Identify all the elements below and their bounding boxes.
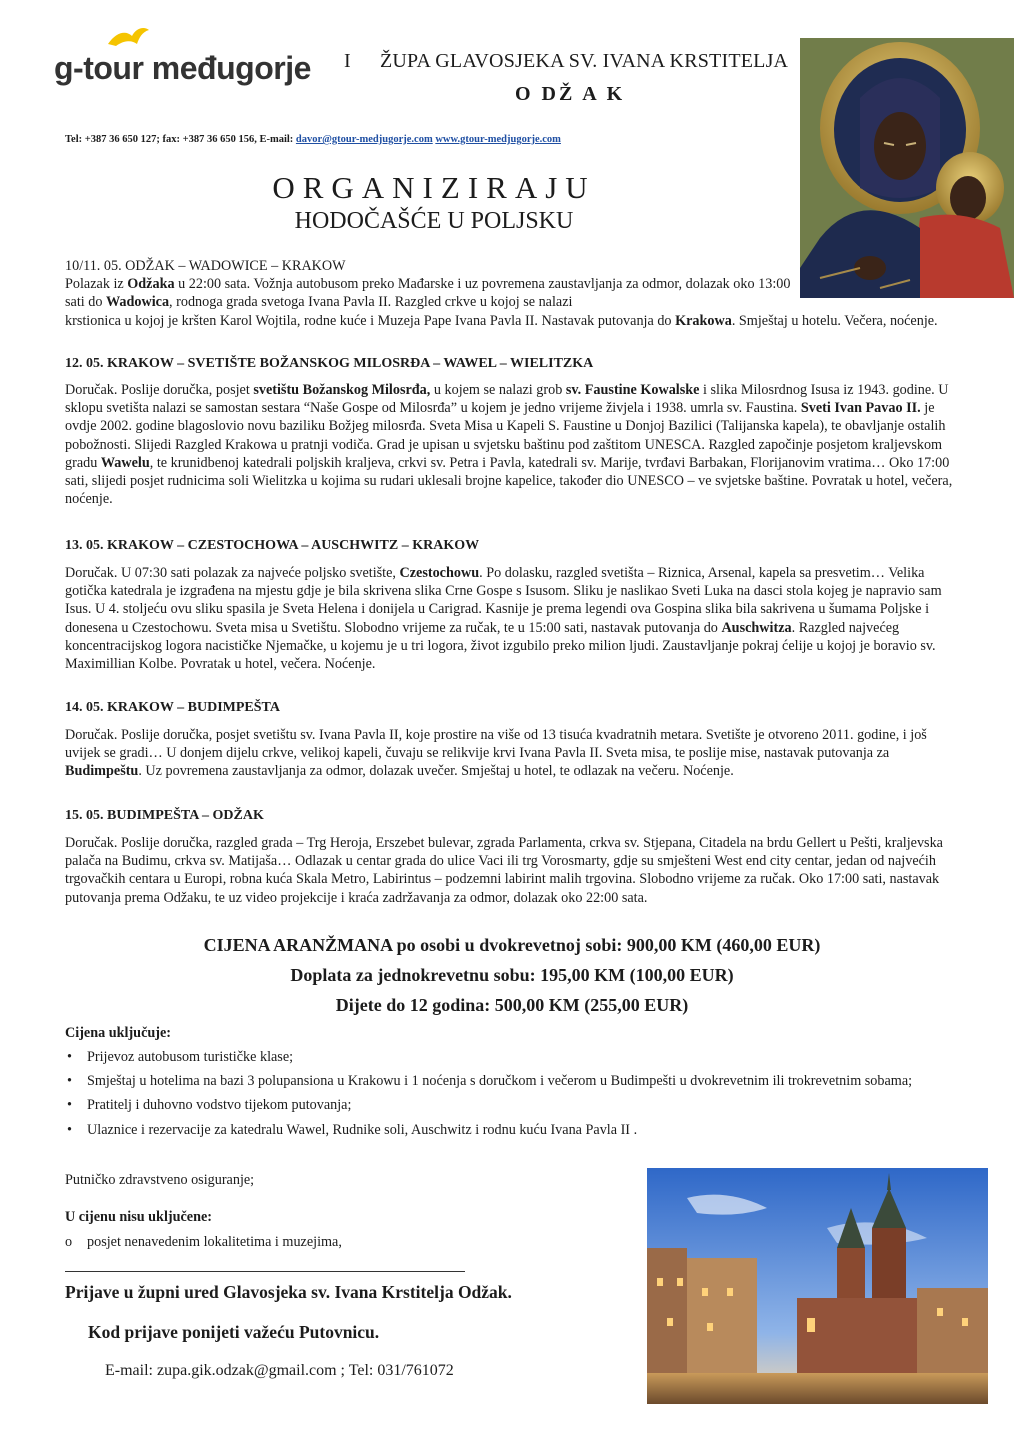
price-single-supplement: Doplata za jednokrevetnu sobu: 195,00 KM (100,00 EUR): [290, 965, 734, 985]
passport-note: Kod prijave ponijeti važeću Putovnicu.: [88, 1322, 380, 1342]
day5-text: Doručak. Poslije doručka, razgled grada – Trg Heroja, Erszebet bulevar, zgrada Parlamenta, crkva sv. Stjepana, Citadela na brdu Gellert u Pešti, kraljevska palača na Budimu, crkva sv. Matijaša… Odlazak u centar grada do ulice Vaci ili trg Vorosmarty, gdje su smješteni West end city centar, jedan od najvećih trgovačkih centara u Europi, robna kuća Skala Metro, Labirintus – podzemni labirint malih trgovina. Slobodno vrijeme za ručak. Oko 17:00 sati, nastavak putovanja prema Odžaku, te uz video projekcije i kraća zadržavanja za odmor, dolazak oko 22:00 sata.: [65, 835, 943, 906]
contact-line: [65, 134, 561, 145]
gtour-logo: [54, 26, 309, 92]
title-organize: ORGANIZIRAJU: [272, 170, 596, 205]
day5-title: 15. 05. BUDIMPEŠTA – ODŽAK: [65, 808, 264, 823]
list-item: • Ulaznice i rezervacije za katedralu Wawel, Rudnike soli, Auschwitz i rodnu kuću Ivana Pavla II .: [67, 1121, 638, 1138]
price-child: Dijete do 12 godina: 500,00 KM (255,00 EUR): [335, 995, 689, 1015]
list-item: • Prijevoz autobusom turističke klase;: [67, 1049, 294, 1065]
day1-title: 10/11. 05. ODŽAK – WADOWICE – KRAKOW: [65, 258, 346, 274]
insurance-note: Putničko zdravstveno osiguranje;: [65, 1172, 255, 1188]
price-double-room: CIJENA ARANŽMANA po osobi u dvokrevetnoj sobi: 900,00 KM (460,00 EUR): [203, 935, 821, 955]
town-name: O DŽ A K: [515, 83, 626, 105]
title-pilgrimage: HODOČAŠĆE U POLJSKU: [294, 208, 574, 234]
header-separator: I: [344, 50, 351, 72]
bullet: •: [67, 1121, 72, 1138]
bullet: •: [67, 1097, 72, 1114]
logo-text: g-tour međugorje: [54, 50, 311, 86]
day2-title: 12. 05. KRAKOW – SVETIŠTE BOŽANSKOG MILOSRĐA – WAWEL – WIELITZKA: [65, 356, 594, 371]
included-list: [65, 1048, 965, 1145]
day1-block: [65, 257, 795, 312]
list-item: • Pratitelj i duhovno vodstvo tijekom putovanja;: [67, 1097, 352, 1114]
registration-line: Prijave u župni ured Glavosjeka sv. Ivana Krstitelja Odžak.: [65, 1282, 512, 1302]
day2-text: Doručak. Poslije doručka, posjet svetištu Božanskog Milosrđa, u kojem se nalazi grob sv. Faustine Kowalske i slika Milosrdnog Isusa iz 1943. godine. U sklopu svetišta nalazi se samostan sestara “Naše Gospe od Milosrđa” u kojem je jedno vrijeme živjela i 1938. umrla sv. Faustina. Sveti Ivan Pavao II. je ovdje 2002. godine blagoslovio novu baziliku Božjeg milosrđa. Sveta Misa u Kapeli S. Faustine u Donjoj Bazilici (Talijanska kapela), te obavljanje ostalih pobožnosti. Slijedi Razgled Krakowa u pratnji vodiča. Grad je upisan u svjetsku baštinu pod zaštitom UNESCA. Razgled započinje posjetom kraljevskom gradu Wawelu, te krunidbenoj katedrali poljskih kraljeva, crkvi sv. Petra i Pavla, katedrali sv. Marije, tvrđavi Barbakan, Florijanovim vratima… Oko 17:00 sati, slijedi posjet rudnicima soli Wielitzka u kojima su rudari uklesali brojne kapelice, također dio UNESCO – ve svjetske baštine. Povratak u hotel, večera, noćenje.: [65, 382, 953, 508]
registration-contact: E-mail: zupa.gik.odzak@gmail.com ; Tel: 031/761072: [105, 1362, 454, 1379]
day1-text-continued: krstionica u kojoj je kršten Karol Wojtila, rodne kuće i Muzeja Pape Ivana Pavla II. Nastavak putovanja do Krakowa. Smještaj u hotelu. Večera, noćenje.: [65, 313, 938, 329]
krakow-square-photo: [647, 1168, 988, 1404]
list-item: • Smještaj u hotelima na bazi 3 polupansiona u Krakowu i 1 noćenja s doručkom i večerom u Budimpešti u dvokrevetnim ili trokrevetnim sobama;: [67, 1073, 913, 1090]
list-marker: o: [65, 1234, 73, 1250]
day1-text: Polazak iz Odžaka u 22:00 sata. Vožnja autobusom preko Mađarske i uz povremena zaustavljanja za odmor, dolazak oko 13:00 sati do Wadowica, rodnoga grada svetoga Ivana Pavla II. Razgled crkve u kojoj se nalazi: [65, 276, 791, 311]
contact-email-link[interactable]: davor@gtour-medjugorje.com: [295, 134, 433, 145]
excluded-item: o posjet nenavedenim lokalitetima i muzejima,: [65, 1234, 342, 1250]
contact-phones: Tel: +387 36 650 127; fax: +387 36 650 156, E-mail:: [65, 134, 296, 145]
website-link[interactable]: www.gtour-medjugorje.com: [435, 134, 561, 145]
day3-title: 13. 05. KRAKOW – CZESTOCHOWA – AUSCHWITZ – KRAKOW: [65, 538, 480, 553]
included-title: Cijena uključuje:: [65, 1025, 172, 1041]
black-madonna-icon-image: [800, 38, 1014, 298]
day4-text: Doručak. Poslije doručka, posjet svetištu sv. Ivana Pavla II, koje prostire na više od 13 tisuća kvadratnih metara. Svetište je otvoreno 2011. godine, i još uvijek se gradi… U donjem dijelu crkve, velikoj kapeli, čuvaju se relikvije krvi Ivana Pavla II. Sveta misa, te poslije mise, nastavak putovanja za Budimpeštu. Uz povremena zaustavljanja za odmor, dolazak uvečer. Smještaj u hotel, te odlazak na večeru. Noćenje.: [65, 727, 927, 780]
bullet: •: [67, 1073, 72, 1090]
divider: [65, 1271, 465, 1272]
parish-name: ŽUPA GLAVOSJEKA SV. IVANA KRSTITELJA: [380, 50, 789, 72]
day3-text: Doručak. U 07:30 sati polazak za najveće poljsko svetište, Czestochowu. Po dolasku, razgled svetišta – Riznica, Arsenal, kapela sa presvetim… Velika gotička katedrala je izgrađena na mjestu gdje je bila skrivena slika Crne Gospe s Isusom. Sliku je naslikao Sveti Luka na dasci stola kojeg je napravio sam Isus. U 4. stoljeću ovu sliku spasila je Sveta Helena i donijela u Carigrad. Kasnije je prema legendi ova Gospina slika bila sakrivena u šumama Poljske i donesena u Czestochowu. Sveta misa u Svetištu. Slobodno vrijeme za ručak, te u 15:00 sati, nastavak putovanja do Auschwitza. Razgled najvećeg koncentracijskog logora nacističke Njemačke, u kojemu je u tri logora, život izgubilo preko milion ljudi. Zaustavljanje pokraj ćelije u kojoj je boravio sv. Maximillian Kolbe. Povratak u hotel, večera. Noćenje.: [65, 565, 942, 673]
day4-title: 14. 05. KRAKOW – BUDIMPEŠTA: [65, 700, 280, 715]
excluded-title: U cijenu nisu uključene:: [65, 1209, 213, 1225]
bullet: •: [67, 1049, 72, 1065]
